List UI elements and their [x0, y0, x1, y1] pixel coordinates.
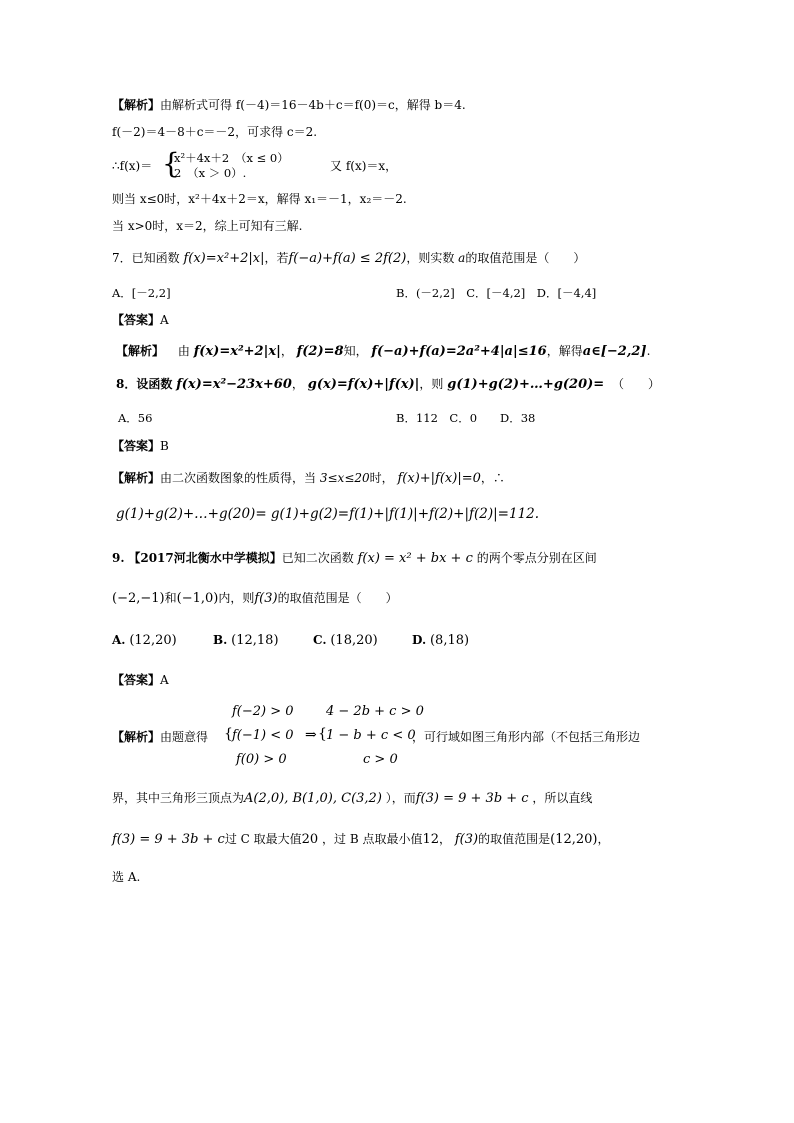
q9-stem-a: 已知二次函数	[281, 551, 354, 565]
q9-line4-c: ，	[439, 832, 452, 846]
q9-opt-d	[412, 633, 469, 648]
q9-line4-objective: f(3) = 9 + 3b + c	[112, 832, 225, 847]
q9-opt-b	[213, 633, 279, 648]
q7-jiexi	[116, 343, 650, 360]
q9-sys1-line1: f(−2) > 0	[232, 704, 294, 719]
q9-line4-range: (12,20)	[550, 832, 598, 847]
q9-num: 9.	[112, 551, 125, 565]
q9-line3-c: ，所以直线	[532, 791, 593, 805]
q9-opt-b-value: (12,18)	[231, 633, 279, 648]
q9-stem-b: 的两个零点分别在区间	[476, 551, 597, 565]
q7-stem-c: ，则实数	[406, 251, 455, 265]
q8-answer-value: B	[160, 439, 169, 453]
q7-jiexi-sum: f(−a)+f(a)=2a²+4|a|≤16	[371, 344, 547, 359]
q7-jiexi-function: f(x)=x²+2|x|	[193, 344, 281, 359]
q9-jiexi-a: 由题意得	[160, 730, 209, 744]
q9-sys1-brace: {	[224, 726, 233, 742]
q9-stem	[112, 550, 597, 567]
q7-answer-value: A	[160, 313, 169, 327]
q8-jiexi-line2-text: g(1)+g(2)+…+g(20)= g(1)+g(2)=f(1)+|f(1)|+f(2)+|f(2)|=112.	[116, 506, 540, 522]
jiexi-tag: 【解析】	[112, 98, 161, 112]
q9-line4-e: ，	[597, 832, 610, 846]
q9-jiexi-line5: 选 A.	[112, 870, 141, 884]
p6-line2: f(－2)＝4－8＋c＝－2，可求得 c＝2.	[112, 125, 318, 139]
q7-jiexi-b: ，	[280, 344, 293, 358]
jiexi-tag: 【解析】	[112, 730, 161, 744]
q9-opt-d-value: (8,18)	[429, 633, 470, 648]
q9-sys2-line2: 1 − b + c < 0	[326, 728, 416, 743]
q7-jiexi-c: 知，	[343, 344, 368, 358]
q8-stem-b: ，	[291, 377, 304, 391]
q9-jiexi-lead	[112, 728, 208, 745]
q7-var: a	[458, 251, 466, 265]
q8-opt-a: A．56	[118, 411, 153, 425]
q9-sys2-line3: c > 0	[363, 752, 398, 767]
q9-opt-b-label: B.	[213, 633, 228, 647]
q7-stem-a: 7．已知函数	[112, 251, 180, 265]
q8-stem	[116, 376, 660, 393]
q8-jiexi-range: 3≤x≤20	[319, 471, 370, 485]
q9-line3-b: ），而	[385, 791, 416, 805]
q8-function-f: f(x)=x²−23x+60	[176, 377, 292, 392]
q9-opt-c-label: C.	[313, 633, 327, 647]
piecewise-brace: {	[162, 147, 180, 180]
q9-stem-and: 和	[164, 591, 177, 605]
q9-source: 【2017河北衡水中学模拟】	[128, 551, 282, 565]
p6-case2: 2 （x ＞ 0）.	[174, 166, 247, 180]
p6-line3-pre: ∴f(x)＝	[112, 159, 153, 173]
q8-opt-bcd: B．112 C．0 D．38	[396, 411, 536, 425]
q9-stem-d: 内，则	[218, 591, 255, 605]
q7-stem-b: ，若	[264, 251, 289, 265]
q9-sys2-line1: 4 − 2b + c > 0	[326, 704, 424, 719]
q8-sum: g(1)+g(2)+…+g(20)=	[447, 377, 605, 392]
q8-jiexi-eq: f(x)+|f(x)|=0	[397, 471, 481, 486]
q9-line4-a: 过 C 取最大值	[224, 832, 302, 846]
q8-jiexi-line2	[116, 506, 539, 522]
q8-jiexi-c: ，∴	[480, 471, 505, 485]
q7-jiexi-a: 由	[177, 344, 190, 358]
q9-sys1-line2: f(−1) < 0	[232, 728, 294, 743]
p6-jiexi-line1	[112, 97, 466, 113]
p6-line5: 当 x>0时，x＝2，综上可知有三解.	[112, 219, 303, 233]
q9-jiexi-line3	[112, 790, 592, 807]
p6-line4: 则当 x≤0时，x²＋4x＋2＝x，解得 x₁＝－1，x₂＝－2.	[112, 192, 407, 206]
q9-sys2-brace: {	[318, 726, 327, 742]
q7-function: f(x)=x²+2|x|	[183, 251, 265, 266]
q8-stem-c: ，则	[419, 377, 444, 391]
p6-case1: x²＋4x＋2 （x ≤ 0）	[174, 151, 289, 165]
q9-implies-arrow: ⇒	[305, 727, 317, 743]
q7-jiexi-range: a∈[−2,2]	[582, 344, 647, 359]
jiexi-tag: 【解析】	[112, 471, 161, 485]
q7-stem-d: 的取值范围是（ ）	[465, 251, 586, 265]
answer-tag: 【答案】	[112, 313, 161, 327]
q9-jiexi-line4	[112, 831, 610, 848]
q9-opt-d-label: D.	[412, 633, 427, 647]
answer-tag: 【答案】	[112, 439, 161, 453]
q7-stem	[112, 250, 585, 267]
q7-jiexi-e: .	[646, 344, 651, 358]
q9-triangle-points: A(2,0), B(1,0), C(3,2)	[244, 791, 382, 806]
p6-line3-post: 又 f(x)＝x，	[330, 159, 398, 173]
q8-stem-a: 8．设函数	[116, 377, 173, 391]
q9-jiexi-b: ，可行域如图三角形内部（不包括三角形边	[412, 730, 641, 744]
q7-answer	[112, 312, 169, 328]
q7-jiexi-d: ，解得	[546, 344, 583, 358]
q9-interval-1: (−2,−1)	[112, 591, 165, 606]
answer-tag: 【答案】	[112, 673, 161, 687]
q7-jiexi-f2: f(2)=8	[296, 344, 344, 359]
q9-stem-f: 的取值范围是（ ）	[277, 591, 398, 605]
q8-jiexi-b: 时，	[369, 471, 394, 485]
q9-function: f(x) = x² + bx + c	[357, 551, 473, 566]
q9-stem-line2	[112, 590, 398, 607]
q9-opt-a-label: A.	[112, 633, 126, 647]
q9-f3: f(3)	[254, 591, 278, 606]
q9-opt-a-value: (12,20)	[129, 633, 177, 648]
q9-opt-c	[313, 633, 378, 648]
q8-function-g: g(x)=f(x)+|f(x)|	[307, 377, 420, 392]
q9-opt-a	[112, 633, 177, 648]
q8-stem-d: （ ）	[612, 377, 661, 391]
q9-line4-b: ，过 B 点取最小值	[322, 832, 423, 846]
q9-min-value: 12	[422, 832, 440, 847]
q7-opt-bcd: B．(－2,2] C．[－4,2] D．[－4,4]	[396, 286, 597, 300]
q9-opt-c-value: (18,20)	[330, 633, 378, 648]
q7-condition: f(−a)+f(a) ≤ 2f(2)	[288, 251, 407, 266]
q9-max-value: 20	[301, 832, 319, 847]
q8-answer	[112, 438, 169, 454]
q9-interval-2: (−1,0)	[176, 591, 219, 606]
q9-line4-d: 的取值范围是	[478, 832, 551, 846]
q8-jiexi	[112, 470, 505, 487]
q9-answer	[112, 672, 169, 688]
q9-jiexi-block	[112, 698, 712, 770]
q8-jiexi-a: 由二次函数图象的性质得，当	[160, 471, 317, 485]
q9-answer-value: A	[160, 673, 169, 687]
q9-objective: f(3) = 9 + 3b + c	[415, 791, 529, 806]
q9-sys1-line3: f(0) > 0	[236, 752, 287, 767]
q7-opt-a: A．[－2,2]	[112, 286, 171, 300]
q9-line4-f3: f(3)	[454, 832, 479, 847]
q9-line3-a: 界，其中三角形三顶点为	[112, 791, 245, 805]
p6-line1-text: 由解析式可得 f(－4)＝16－4b＋c＝f(0)＝c，解得 b＝4.	[160, 98, 466, 112]
jiexi-tag: 【解析】	[116, 344, 165, 358]
